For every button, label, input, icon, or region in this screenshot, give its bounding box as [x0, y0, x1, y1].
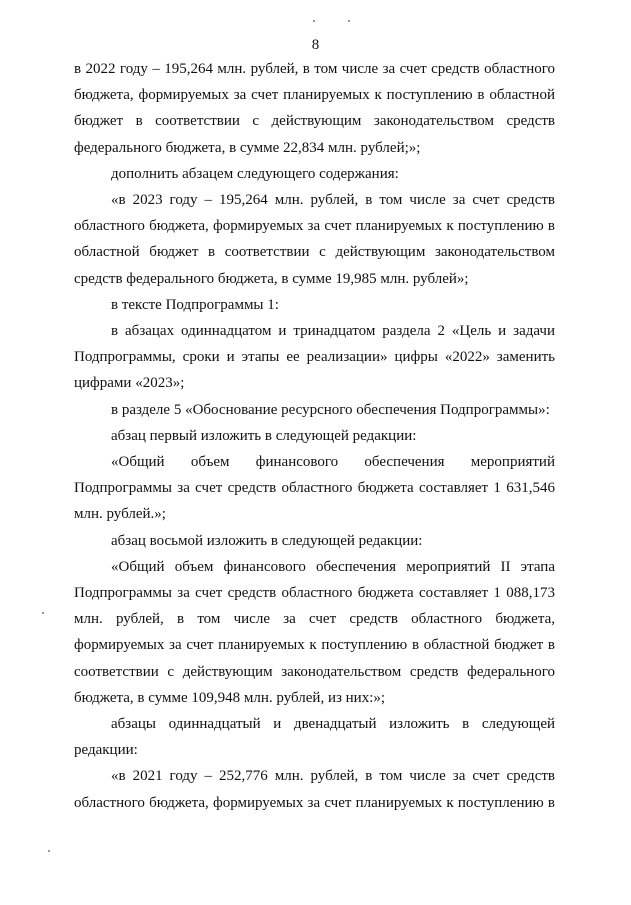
paragraph-subprogram-text: в тексте Подпрограммы 1:	[111, 296, 279, 313]
document-body	[74, 56, 555, 816]
paragraph-2022-funding: в 2022 году – 195,264 млн. рублей, в том числе за счет средств областного бюджета, формируемых за счет планируемых к поступлению в областной бюджет в соответствии с действующим законодательством средств федерального бюджета, в сумме 22,834 млн. рублей;»;	[74, 61, 555, 156]
scan-speck	[42, 612, 44, 614]
paragraph-2023-funding: «в 2023 году – 195,264 млн. рублей, в том числе за счет средств областного бюджета, формируемых за счет планируемых к поступлению в областной бюджет в соответствии с действующим законодательством средств федерального бюджета, в сумме 19,985 млн. рублей»;	[74, 192, 555, 287]
paragraph-11-12-instruction: абзацы одиннадцатый и двенадцатый изложить в следующей редакции:	[74, 716, 555, 759]
scan-speck	[48, 850, 50, 852]
scan-speck	[313, 20, 315, 22]
paragraph-total-funding: «Общий объем финансового обеспечения мероприятий Подпрограммы за счет средств областного бюджета составляет 1 631,546 млн. рублей.»;	[74, 454, 555, 523]
scan-speck	[348, 20, 350, 22]
paragraph-2021-funding: «в 2021 году – 252,776 млн. рублей, в том числе за счет средств областного бюджета, формируемых за счет планируемых к поступлению в	[74, 768, 555, 811]
paragraph-eighth-abzac-instruction: абзац восьмой изложить в следующей редакции:	[111, 532, 423, 549]
paragraph-section-5: в разделе 5 «Обоснование ресурсного обеспечения Подпрограммы»:	[111, 401, 550, 418]
paragraph-stage-2-funding: «Общий объем финансового обеспечения мероприятий II этапа Подпрограммы за счет средств областного бюджета составляет 1 088,173 млн. рублей, в том числе за счет средств областного бюджета, формируемых за счет планируемых к поступлению в областной бюджет в соответствии с действующим законодательством средств федерального бюджета, в сумме 109,948 млн. рублей, из них:»;	[74, 558, 555, 706]
paragraph-section-2-change: в абзацах одиннадцатом и тринадцатом раздела 2 «Цель и задачи Подпрограммы, сроки и этапы ее реализации» цифры «2022» заменить цифрами «2023»;	[74, 323, 555, 392]
paragraph-first-abzac-instruction: абзац первый изложить в следующей редакции:	[111, 427, 417, 444]
page-number: 8	[311, 37, 320, 53]
paragraph-add-instruction: дополнить абзацем следующего содержания:	[111, 165, 399, 182]
